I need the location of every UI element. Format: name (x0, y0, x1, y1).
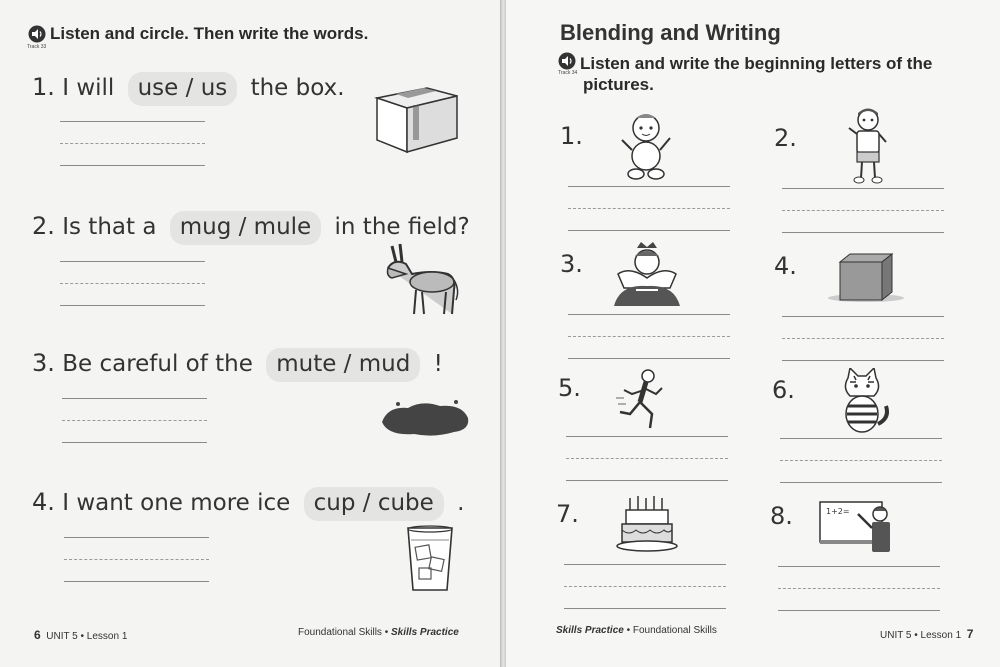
writing-line-mid (60, 143, 205, 144)
cat-icon (834, 368, 890, 436)
writing-line-top[interactable] (568, 314, 730, 315)
writing-line-top[interactable] (780, 438, 942, 439)
boy-icon (846, 106, 890, 184)
queen-icon (610, 240, 684, 308)
writing-line-mid (780, 460, 942, 461)
left-footer: 6 UNIT 5 • Lesson 1 (34, 628, 128, 642)
baby-icon (618, 110, 674, 182)
right-footer-series: Skills Practice • Foundational Skills (556, 625, 717, 636)
choice-4[interactable]: cup / cube (304, 487, 444, 521)
writing-line-top[interactable] (566, 436, 728, 437)
writing-line-mid (782, 210, 944, 211)
writing-line-top[interactable] (564, 564, 726, 565)
cube-icon (826, 252, 906, 304)
writing-line-top[interactable] (64, 537, 209, 538)
writing-line-mid (62, 420, 207, 421)
item-6-number: 6. (772, 376, 795, 404)
writing-line-base (778, 610, 940, 611)
item-1-number: 1. (560, 122, 583, 150)
writing-line-mid (64, 559, 209, 560)
item-8-number: 8. (770, 502, 793, 530)
writing-line-mid (778, 588, 940, 589)
writing-line-base (64, 581, 209, 582)
teacher-icon (818, 500, 898, 556)
question-4: 4. I want one more ice cup / cube . (32, 487, 464, 521)
writing-line-mid (564, 586, 726, 587)
writing-line-top[interactable] (782, 188, 944, 189)
glass-of-ice-icon (404, 524, 456, 594)
question-1: 1. I will use / us the box. (32, 72, 345, 106)
item-3-number: 3. (560, 250, 583, 278)
writing-line-top[interactable] (568, 186, 730, 187)
choice-2[interactable]: mug / mule (170, 211, 321, 245)
right-page (506, 0, 1000, 667)
writing-line-top[interactable] (782, 316, 944, 317)
choice-1[interactable]: use / us (128, 72, 238, 106)
writing-line-mid (568, 336, 730, 337)
cake-icon (616, 494, 678, 554)
box-icon (372, 80, 462, 156)
item-4-number: 4. (774, 252, 797, 280)
writing-line-mid (60, 283, 205, 284)
right-instruction-line1: Listen and write the beginning letters of the (580, 54, 933, 73)
board-text: 1+2= (826, 507, 850, 516)
question-3: 3. Be careful of the mute / mud ! (32, 348, 443, 382)
writing-line-top[interactable] (60, 121, 205, 122)
right-footer: UNIT 5 • Lesson 1 7 (880, 627, 974, 641)
track-label: Track 33 (27, 44, 47, 50)
writing-line-base (60, 165, 205, 166)
writing-line-mid (568, 208, 730, 209)
right-instruction-line2: pictures. (583, 75, 654, 94)
writing-line-top[interactable] (62, 398, 207, 399)
writing-line-base (782, 360, 944, 361)
writing-line-top[interactable] (778, 566, 940, 567)
writing-line-base (568, 358, 730, 359)
writing-line-mid (782, 338, 944, 339)
item-7-number: 7. (556, 500, 579, 528)
writing-line-top[interactable] (60, 261, 205, 262)
writing-line-mid (566, 458, 728, 459)
writing-line-base (60, 305, 205, 306)
left-footer-series: Foundational Skills • Skills Practice (298, 627, 459, 638)
writing-line-base (566, 480, 728, 481)
choice-3[interactable]: mute / mud (266, 348, 420, 382)
mud-icon (378, 396, 472, 438)
item-2-number: 2. (774, 124, 797, 152)
question-2: 2. Is that a mug / mule in the field? (32, 211, 470, 245)
track-label: Track 34 (558, 70, 578, 76)
running-man-icon (616, 368, 668, 434)
page-title: Blending and Writing (560, 20, 781, 45)
writing-line-base (782, 232, 944, 233)
writing-line-base (62, 442, 207, 443)
left-instruction: Listen and circle. Then write the words. (50, 24, 369, 43)
donkey-icon (382, 240, 462, 320)
writing-line-base (780, 482, 942, 483)
writing-line-base (564, 608, 726, 609)
writing-line-base (568, 230, 730, 231)
item-5-number: 5. (558, 374, 581, 402)
